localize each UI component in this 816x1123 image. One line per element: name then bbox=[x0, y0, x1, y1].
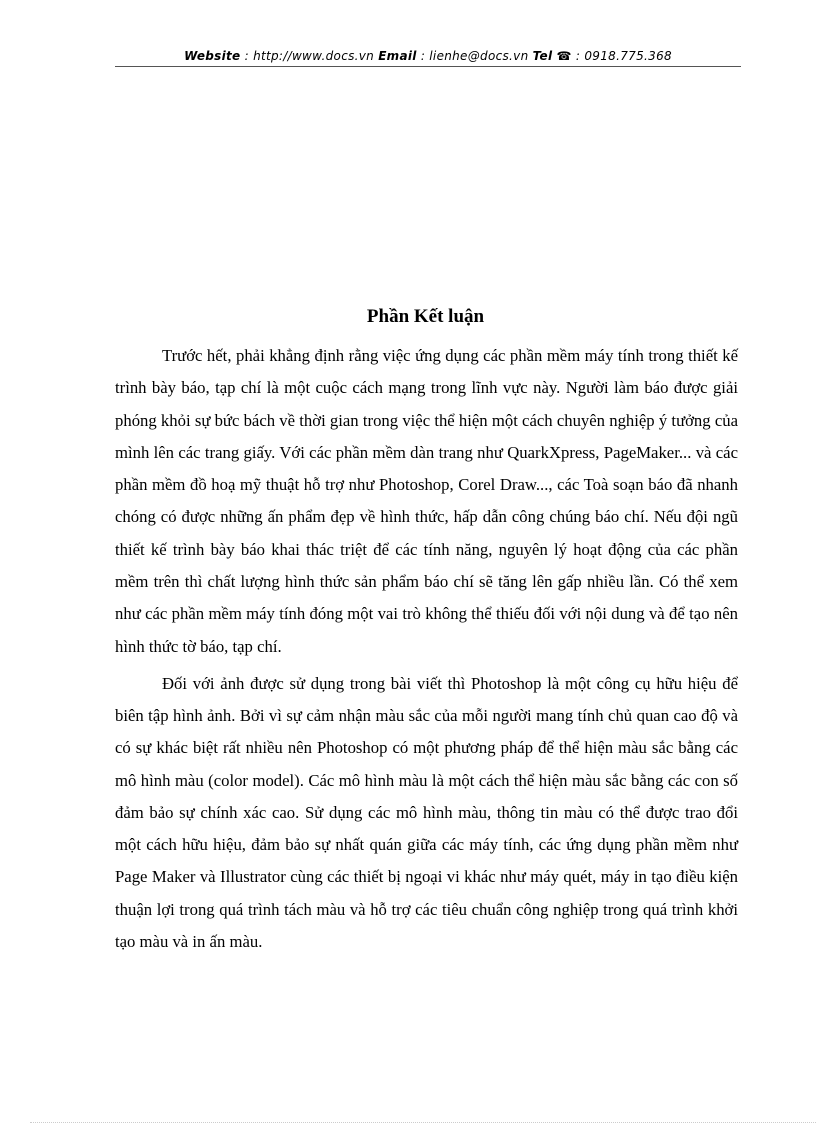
tel-separator: : bbox=[571, 49, 585, 63]
header-divider bbox=[115, 66, 741, 67]
tel-label: Tel bbox=[532, 49, 553, 63]
email-separator: : bbox=[416, 49, 430, 63]
telephone-icon: ☎ bbox=[556, 49, 572, 63]
email-address[interactable]: lienhe@docs.vn bbox=[429, 49, 529, 63]
paragraph-2: Đối với ảnh được sử dụng trong bài viết thì Photoshop là một công cụ hữu hiệu để biên tập hình ảnh. Bởi vì sự cảm nhận màu sắc của mỗi người mang tính chủ quan cao độ và có sự khác biệt rất nhiều nên Photoshop có một phương pháp để thể hiện màu sắc bằng các mô hình màu (color model). Các mô hình màu là một cách thể hiện màu sắc bằng các con số đảm bảo sự chính xác cao. Sử dụng các mô hình màu, thông tin màu có thể được trao đổi một cách hữu hiệu, đảm bảo sự nhất quán giữa các máy tính, các ứng dụng phần mềm như Page Maker và Illustrator cùng các thiết bị ngoại vi khác như máy quét, máy in tạo điều kiện thuận lợi trong quá trình tách màu và hỗ trợ các tiêu chuẩn công nghiệp trong quá trình khởi tạo màu và in ấn màu. bbox=[115, 673, 738, 952]
website-url[interactable]: http://www.docs.vn bbox=[253, 49, 375, 63]
page-header bbox=[115, 46, 741, 66]
paragraph-1: Trước hết, phải khẳng định rằng việc ứng dụng các phần mềm máy tính trong thiết kế trình bày báo, tạp chí là một cuộc cách mạng trong lĩnh vực này. Người làm báo được giải phóng khỏi sự bức bách về thời gian trong việc thể hiện một cách chuyên nghiệp ý tưởng của mình lên các trang giấy. Với các phần mềm dàn trang như QuarkXpress, PageMaker... và các phần mềm đồ hoạ mỹ thuật hỗ trợ như Photoshop, Corel Draw..., các Toà soạn báo đã nhanh chóng có được những ấn phẩm đẹp về hình thức, hấp dẫn công chúng báo chí. Nếu đội ngũ thiết kế trình bày báo khai thác triệt để các tính năng, nguyên lý hoạt động của các phần mềm trên thì chất lượng hình thức sản phẩm báo chí sẽ tăng lên gấp nhiều lần. Có thể xem như các phần mềm máy tính đóng một vai trò không thể thiếu đối với nội dung và để tạo nên hình thức tờ báo, tạp chí. bbox=[115, 346, 738, 656]
body-text bbox=[115, 340, 738, 963]
phone-number: 0918.775.368 bbox=[584, 49, 672, 63]
website-separator: : bbox=[240, 49, 254, 63]
website-label: Website bbox=[184, 49, 241, 63]
email-label: Email bbox=[378, 49, 417, 63]
section-title: Phần Kết luận bbox=[366, 306, 485, 327]
